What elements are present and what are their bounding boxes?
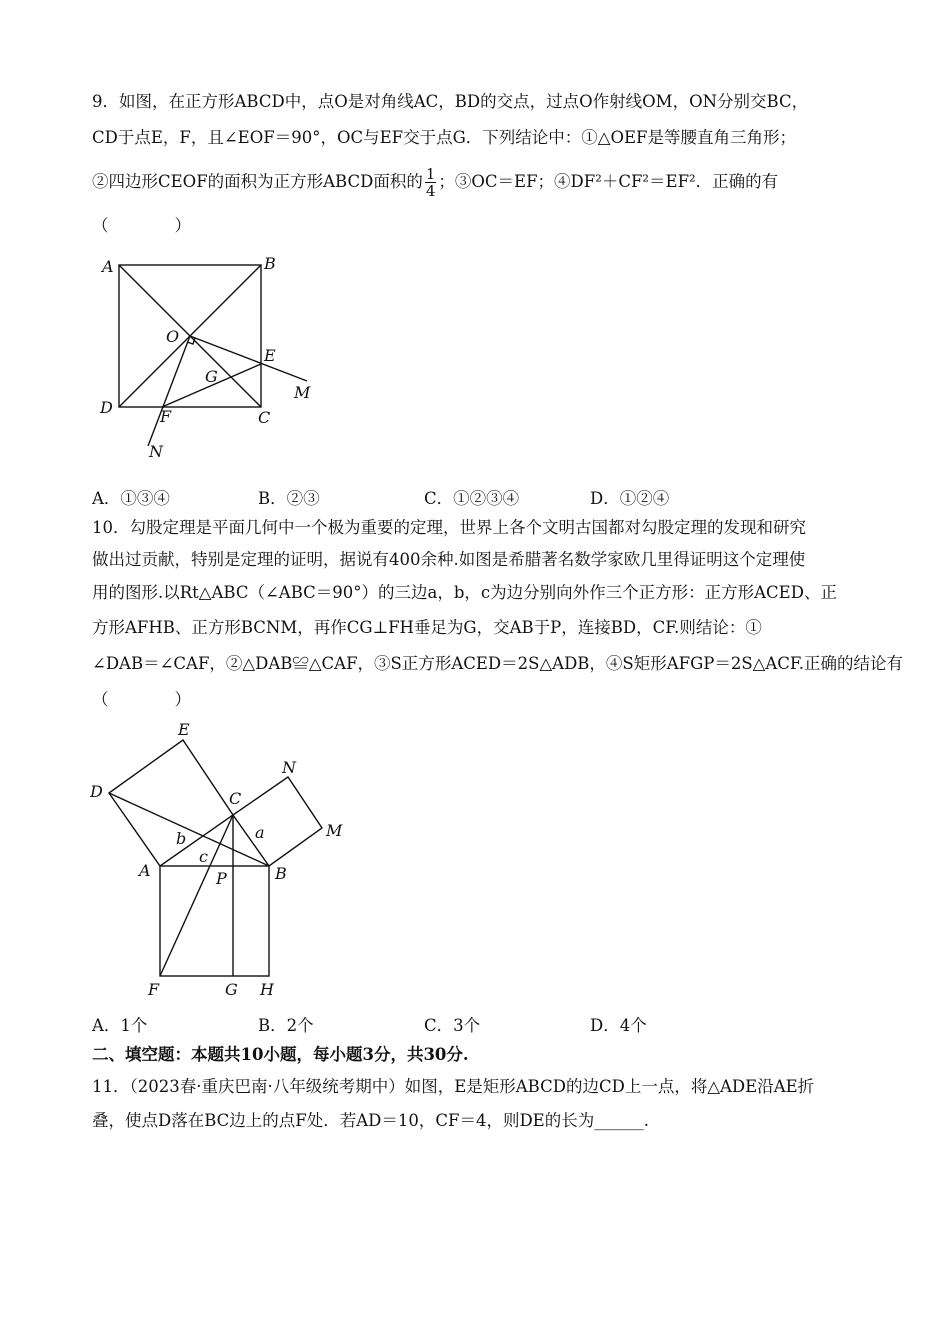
q10-answer-paren: （ ）	[92, 690, 191, 709]
q10-line-5: ∠DAB＝∠CAF，②△DAB≌△CAF，③S正方形ACED＝2S△ADB，④S矩形AFGP＝2S△ACF.正确的结论有	[92, 654, 904, 673]
q10-label-c-side: c	[199, 847, 208, 866]
q10-label-p: P	[216, 869, 227, 888]
q9-option-a-text: ①③④	[120, 489, 170, 508]
q9-answer-paren: （ ）	[92, 216, 191, 235]
q9-label-m: M	[294, 383, 311, 402]
q9-option-d-text: ①②④	[619, 489, 670, 508]
q10-label-a: A	[139, 861, 151, 880]
q10-label-m: M	[326, 821, 343, 840]
q10-option-d	[590, 1012, 647, 1036]
q9-ray-on	[148, 336, 190, 446]
q9-label-f: F	[160, 407, 172, 426]
q9-option-b	[258, 485, 320, 509]
q10-label-g: G	[225, 980, 238, 999]
q9-fraction-denominator: 4	[425, 182, 436, 200]
q10-option-c-letter: C．	[424, 1016, 454, 1035]
q9-option-c-text: ①②③④	[453, 489, 520, 508]
q9-label-a: A	[102, 257, 114, 276]
q10-option-c-text: 3个	[453, 1016, 481, 1035]
q9-label-d: D	[100, 398, 113, 417]
q10-label-a-side: a	[255, 823, 265, 842]
q10-label-e: E	[178, 720, 190, 739]
q9-label-c: C	[258, 408, 271, 427]
q10-line-3: 用的图形.以Rt△ABC（∠ABC＝90°）的三边a，b，c为边分别向外作三个正方形：正方形ACED、正	[92, 583, 837, 602]
q10-label-c: C	[229, 789, 242, 808]
q10-option-a	[92, 1012, 147, 1036]
q9-option-a-letter: A．	[92, 489, 121, 508]
q9-line-1: 9．如图，在正方形ABCD中，点O是对角线AC，BD的交点，过点O作射线OM，ON分别交BC，	[92, 92, 809, 111]
q9-line-2: CD于点E，F，且∠EOF＝90°，OC与EF交于点G．下列结论中：①△OEF是等腰直角三角形；	[92, 128, 796, 147]
q10-label-h: H	[260, 980, 274, 999]
q10-segment-bd	[109, 793, 269, 866]
q10-segment-cf	[160, 815, 233, 976]
q11-line-2: 叠，使点D落在BC边上的点F处．若AD＝10，CF＝4，则DE的长为______.	[92, 1111, 649, 1130]
q9-option-d	[590, 485, 669, 509]
q10-square-aced	[109, 740, 233, 866]
q9-label-g: G	[205, 367, 218, 386]
q9-option-b-text: ②③	[286, 489, 320, 508]
q9-option-c	[424, 485, 519, 509]
q9-option-c-letter: C．	[424, 489, 454, 508]
q9-line-3-prefix: ②四边形CEOF的面积为正方形ABCD面积的	[92, 172, 423, 191]
q9-fraction	[425, 166, 437, 199]
q9-option-b-letter: B．	[258, 489, 287, 508]
q11-line-1: 11．（2023春·重庆巴南·八年级统考期中）如图，E是矩形ABCD的边CD上一点，将△ADE沿AE折	[92, 1077, 815, 1096]
q10-figure	[85, 715, 355, 1005]
q9-label-e: E	[264, 346, 276, 365]
q10-label-n: N	[282, 758, 296, 777]
q10-option-a-letter: A．	[92, 1016, 121, 1035]
q9-figure	[88, 245, 328, 465]
q10-label-b: B	[275, 864, 287, 883]
q10-label-b-side: b	[176, 829, 187, 848]
q9-label-o: O	[166, 327, 180, 346]
q10-line-4: 方形AFHB、正方形BCNM，再作CG⊥FH垂足为G，交AB于P，连接BD，CF.则结论：①	[92, 618, 762, 637]
q10-square-afhb	[160, 866, 269, 976]
q10-option-d-letter: D．	[590, 1016, 620, 1035]
q9-line-3-suffix: ；③OC＝EF；④DF²＋CF²＝EF²．正确的有	[438, 172, 779, 191]
q10-option-c	[424, 1012, 480, 1036]
q9-line-3	[92, 166, 778, 199]
q9-fraction-numerator: 1	[425, 165, 436, 183]
section-2-heading: 二、填空题：本题共10小题，每小题3分，共30分.	[92, 1045, 469, 1064]
q10-label-f: F	[148, 980, 160, 999]
q9-option-a	[92, 485, 170, 509]
q10-square-bcnm	[233, 777, 322, 866]
q10-option-a-text: 1个	[120, 1016, 148, 1035]
q10-option-b-letter: B．	[258, 1016, 287, 1035]
q10-option-d-text: 4个	[619, 1016, 647, 1035]
q10-option-b	[258, 1012, 314, 1036]
q9-label-n: N	[149, 442, 163, 461]
q10-option-b-text: 2个	[286, 1016, 314, 1035]
q9-label-b: B	[264, 254, 276, 273]
q9-option-d-letter: D．	[590, 489, 620, 508]
q10-line-2: 做出过贡献，特别是定理的证明，据说有400余种.如图是希腊著名数学家欧几里得证明这个定理使	[92, 550, 806, 569]
q10-label-d: D	[90, 782, 103, 801]
q10-line-1: 10．勾股定理是平面几何中一个极为重要的定理，世界上各个文明古国都对勾股定理的发现和研究	[92, 518, 806, 537]
